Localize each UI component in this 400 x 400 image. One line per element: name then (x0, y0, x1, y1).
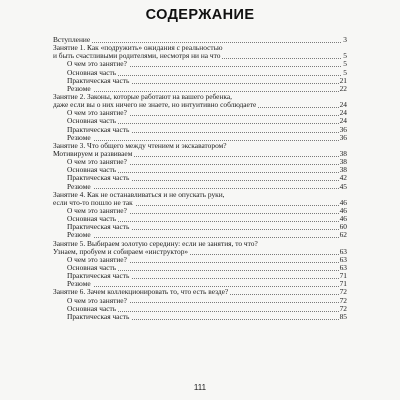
toc-entry-text: Практическая часть (53, 77, 131, 85)
toc-entry-page: 36 (339, 132, 347, 142)
toc-entry-page: 63 (339, 246, 347, 256)
toc-entry (53, 174, 347, 182)
toc-entry-page: 3 (343, 35, 347, 44)
toc-entry-text: Занятие 1. Как «подружить» ожидания с реальностью (53, 43, 223, 53)
toc-entry-text: даже если вы о них ничего не знаете, но интуитивно соблюдаете (53, 100, 257, 110)
toc-entry-text: и быть счастливыми родителями, несмотря ни на что (53, 51, 221, 61)
toc-entry (53, 126, 347, 134)
toc-entry-text: О чем это занятие? (53, 256, 129, 264)
toc-entry-page: 5 (343, 67, 347, 77)
toc-entry-text: Резюме (53, 134, 93, 142)
toc-entry-text: Резюме (53, 280, 93, 288)
toc-entry-page: 5 (343, 59, 347, 69)
toc-entry-text: Основная часть (53, 215, 118, 223)
toc-entry (53, 272, 347, 280)
toc-entry-page: 46 (339, 205, 347, 215)
toc-entry-text: Занятие 3. Что общего между чтением и экскаватором? (53, 140, 227, 150)
toc-entry (53, 223, 347, 231)
toc-entry-text: Основная часть (53, 166, 118, 174)
toc-entry-page: 38 (339, 165, 347, 175)
toc-entry-page: 45 (339, 181, 347, 191)
toc-entry-page: 21 (339, 75, 347, 85)
toc-entry-page: 42 (339, 173, 347, 183)
toc-entry-page: 24 (339, 116, 347, 126)
toc-entry-page: 62 (339, 230, 347, 240)
page-title: СОДЕРЖАНИЕ (145, 7, 255, 23)
toc-entry-page: 85 (339, 311, 347, 321)
toc-entry-text: Занятие 2. Законы, которые работают на вашего ребенка, (53, 91, 233, 101)
toc-entry-text: Занятие 4. Как не останавливаться и не опускать руки, (53, 189, 225, 199)
toc-entry-text: Практическая часть (53, 174, 131, 182)
toc-entry-text: Основная часть (53, 264, 118, 272)
toc-entry-text: Резюме (53, 85, 93, 93)
toc-entry-text: О чем это занятие? (53, 60, 129, 68)
toc-entry-text: если что-то пошло не так (53, 197, 133, 207)
toc-entry-page: 24 (339, 100, 347, 110)
toc-entry (53, 77, 347, 85)
toc-entry-page: 46 (339, 197, 347, 207)
toc-entry-page: 5 (343, 51, 347, 61)
toc-entry-page: 71 (339, 279, 347, 289)
toc-entry-page: 72 (339, 287, 347, 297)
toc-entry-page: 38 (339, 157, 347, 167)
toc-entry-page: 71 (339, 271, 347, 281)
toc-entry-page: 22 (339, 83, 347, 93)
toc-entry-text: Основная часть (53, 305, 118, 313)
toc-entry-text: Узнаем, пробуем и собираем «инструктор» (53, 246, 189, 256)
toc-entry-page: 63 (339, 262, 347, 272)
toc-entry-text: О чем это занятие? (53, 109, 129, 117)
toc-entry-page: 46 (339, 214, 347, 224)
toc-entry-page: 60 (339, 222, 347, 232)
toc-entry-text: Практическая часть (53, 223, 131, 231)
toc-entry (53, 313, 347, 321)
toc-entry-text: О чем это занятие? (53, 297, 129, 305)
toc-entry-text: Мотивируем и развиваем (53, 148, 133, 158)
toc-entry-text: О чем это занятие? (53, 158, 129, 166)
toc-entry-text: Резюме (53, 183, 93, 191)
toc-entry-page: 72 (339, 295, 347, 305)
page-number: 111 (193, 383, 207, 392)
toc-entry-text: Вступление (53, 35, 91, 44)
table-of-contents (53, 36, 347, 321)
toc-entry-text: Практическая часть (53, 272, 131, 280)
toc-entry-text: Резюме (53, 231, 93, 239)
toc-entry-page: 36 (339, 124, 347, 134)
toc-entry-page: 24 (339, 108, 347, 118)
toc-entry-text: Практическая часть (53, 313, 131, 321)
toc-entry-text: Основная часть (53, 69, 118, 77)
toc-entry-page: 72 (339, 303, 347, 313)
toc-entry-text: Занятие 6. Зачем коллекционировать то, что есть везде? (53, 287, 229, 297)
toc-entry-text: О чем это занятие? (53, 207, 129, 215)
toc-entry-text: Занятие 5. Выбираем золотую середину: если не занятия, то что? (53, 238, 258, 248)
toc-entry-page: 63 (339, 254, 347, 264)
toc-entry-page: 38 (339, 148, 347, 158)
toc-entry-text: Практическая часть (53, 126, 131, 134)
toc-entry-text: Основная часть (53, 117, 118, 125)
